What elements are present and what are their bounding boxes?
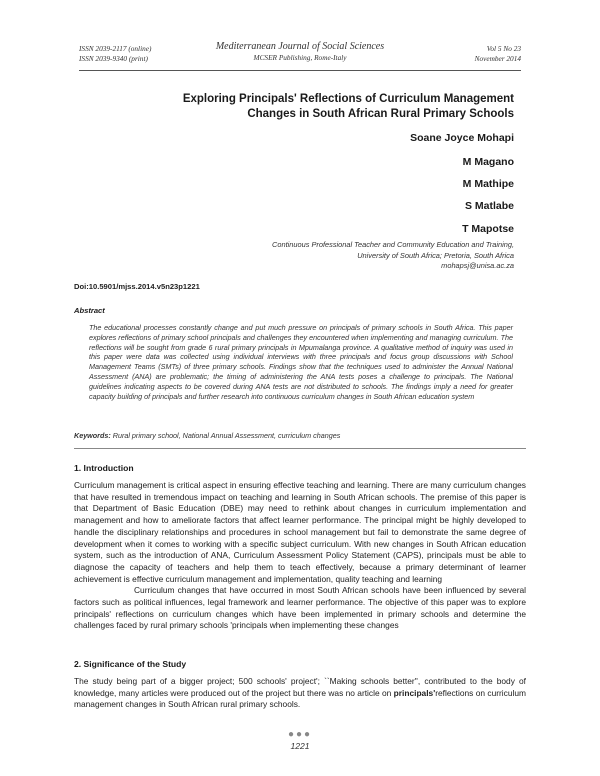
section-2-text-a: The study being part of a bigger project; 500 schools' project'; ``Making schools better'', contributed to the body of knowledge, many articles were produced out of the project but there was no article on bbox=[74, 676, 526, 698]
author-5: T Mapotse bbox=[462, 223, 514, 235]
author-4: S Matlabe bbox=[464, 200, 514, 212]
paper-title bbox=[150, 92, 514, 122]
section-2-body bbox=[74, 676, 526, 711]
journal-name: Mediterranean Journal of Social Sciences bbox=[215, 41, 385, 52]
section-2-paragraph-1 bbox=[74, 676, 526, 711]
author-3: M Mathipe bbox=[462, 178, 514, 190]
section-rule bbox=[74, 448, 526, 449]
header-rule bbox=[79, 70, 521, 71]
author-2: M Magano bbox=[462, 156, 514, 168]
keywords-list: Rural primary school, National Annual Assessment, curriculum changes bbox=[112, 431, 341, 440]
affiliation bbox=[272, 240, 514, 272]
title-line-1: Exploring Principals' Reflections of Curriculum Management bbox=[182, 93, 514, 105]
volume-block bbox=[475, 44, 521, 64]
doi[interactable]: Doi:10.5901/mjss.2014.v5n23p1221 bbox=[74, 282, 200, 291]
keywords bbox=[74, 431, 340, 440]
section-1-paragraph-1: Curriculum management is critical aspect in ensuring effective teaching and learning. There are many curriculum changes that have resulted in tremendous impact on teaching and learning in South African schools. The premise of this paper is that Department of Basic Education (DBE) may need to rethink about changes in curriculum implementation and management and how to ameliorate factors that affect learner performance. The principal might be highly developed to handle the disciplinary relationships and procedures in school management but fail to demonstrate the same degree of development when it comes to working with a specific subject curriculum. With new changes in South African education system, such as the introduction of ANA, Curriculum Assessment Policy Statement (CAPS), principals must be able to diagnose the capacity of teachers and help them to teach effectively, because a primary determinant of learner achievement is effective curriculum management and implementation, quality teaching and learning bbox=[74, 480, 526, 584]
issn-online: ISSN 2039-2117 (online) bbox=[79, 44, 152, 53]
section-1-body bbox=[74, 480, 526, 632]
abstract-heading: Abstract bbox=[74, 306, 105, 315]
section-1-heading: 1. Introduction bbox=[74, 463, 134, 473]
page-number: 1221 bbox=[290, 741, 310, 751]
affiliation-line-1: Continuous Professional Teacher and Community Education and Training, bbox=[272, 240, 514, 249]
abstract-text: The educational processes constantly change and put much pressure on principals of primary schools in South Africa. This paper explores reflections of primary school principals and challenges they encountered when implementing and managing curriculum. The reflections will be sought from grade 6 rural primary principals in Mpumalanga province. A qualitative method of inquiry was used in this paper were data was collected using individual interviews with three principals and focus group discussions with School Management Teams (SMTs) of three primary schools. Findings show that the techniques used to administer the Annual National Assessment (ANA) are problematic; the timing of administering the ANA tests poses a challenge to principals. The National guidelines indicating aspects to be covered during ANA tests are not distributed to schools. The findings imply a need for greater capacity building of principals and further research into continuous curriculum changes in South African education system bbox=[89, 323, 513, 401]
publisher: MCSER Publishing, Rome-Italy bbox=[253, 53, 347, 62]
section-1-paragraph-2: Curriculum changes that have occurred in most South African schools have been influenced by several factors such as political influences, legal framework and learner performance. The objective of this paper was to explore principals' reflections on curriculum changes which have been implemented in primary schools and determine the challenges faced by rural primary schools 'principals when implementing these changes bbox=[74, 585, 526, 631]
keywords-label: Keywords: bbox=[74, 431, 111, 440]
author-1: Soane Joyce Mohapi bbox=[410, 132, 514, 144]
section-2-heading: 2. Significance of the Study bbox=[74, 659, 187, 669]
volume: Vol 5 No 23 bbox=[486, 44, 521, 53]
affiliation-line-2: University of South Africa; Pretoria, South Africa bbox=[357, 250, 514, 260]
author-email[interactable]: mohapsj@unisa.ac.za bbox=[441, 261, 514, 270]
section-2-text-b: reflections on curriculum management changes in South African rural primary schools. bbox=[74, 687, 527, 710]
title-line-2: Changes in South African Rural Primary Schools bbox=[247, 108, 514, 120]
issn-print: ISSN 2039-9340 (print) bbox=[79, 54, 148, 63]
page-dots-icon: ●●● bbox=[287, 729, 313, 740]
section-2-text-bold: principals' bbox=[393, 687, 436, 698]
issue-date: November 2014 bbox=[474, 54, 521, 63]
